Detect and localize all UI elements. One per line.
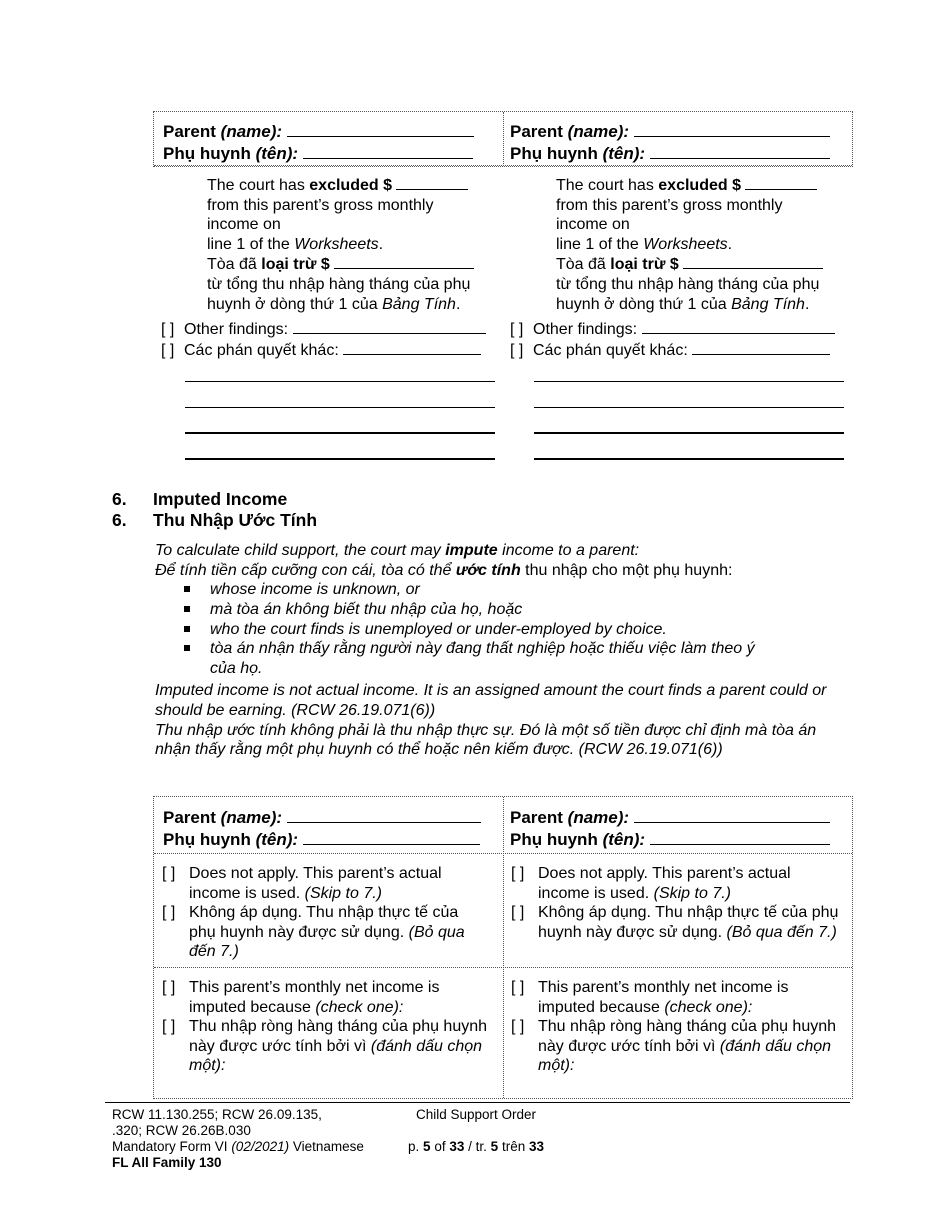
- row-divider: [154, 853, 852, 854]
- footer-doc-info: [408, 1107, 708, 1155]
- parent-name-field-right[interactable]: [634, 808, 830, 823]
- findings-line-4-right[interactable]: [534, 458, 844, 460]
- vn-parent-name-field-right[interactable]: [650, 144, 830, 159]
- findings-line-2-left[interactable]: [185, 407, 495, 408]
- excluded-income-table: [153, 111, 853, 167]
- imputed-because-right: [ ] This parent’s monthly net income is imputed because (check one): [ ] Thu nhập ròng hàng tháng của phụ huynh này được ước tính bởi vì (đánh dấu chọn một):: [511, 979, 837, 1075]
- column-divider: [503, 112, 504, 166]
- parent-name-field-right[interactable]: [634, 122, 830, 137]
- vn-excluded-amount-field-right[interactable]: [683, 254, 823, 269]
- list-item: mà tòa án không biết thu nhập của họ, hoặc: [183, 600, 793, 620]
- vn-parent-name-field-right[interactable]: [650, 830, 830, 845]
- section-6-intro: To calculate child support, the court may impute income to a parent: Để tính tiền cấp cưỡng con cái, tòa có thể ước tính thu nhập cho một phụ huynh:: [155, 542, 733, 579]
- page-number: p. 5 of 33 / tr. 5 trên 33: [408, 1139, 545, 1154]
- imputed-checkbox-left[interactable]: [ ]: [162, 979, 176, 996]
- section-title-vn: Thu Nhập Ước Tính: [153, 510, 318, 530]
- parent-name-header-right: Parent (name): Phụ huynh (tên):: [510, 807, 850, 851]
- does-not-apply-checkbox-right[interactable]: [ ]: [511, 865, 525, 882]
- footer-rule: [105, 1102, 850, 1103]
- excluded-text-right: The court has excluded $ from this parent’s gross monthly income on line 1 of the Worksheets. Tòa đã loại trừ $ từ tổng thu nhập hàng tháng của phụ huynh ở dòng thứ 1 của Bảng Tính.: [556, 175, 846, 314]
- excluded-text-left: The court has excluded $ from this parent’s gross monthly income on line 1 of the Worksheets. Tòa đã loại trừ $ từ tổng thu nhập hàng tháng của phụ huynh ở dòng thứ 1 của Bảng Tính.: [207, 175, 497, 314]
- other-findings-right: [ ] Other findings: [ ] Các phán quyết khác:: [510, 319, 850, 360]
- imputed-conditions-list: [183, 580, 793, 679]
- excluded-amount-field-left[interactable]: [396, 175, 468, 190]
- list-item: whose income is unknown, or: [183, 580, 793, 600]
- row-divider: [154, 165, 852, 166]
- vn-other-findings-field-left[interactable]: [343, 340, 481, 355]
- does-not-apply-right: [ ] Does not apply. This parent’s actual income is used. (Skip to 7.) [ ] Không áp dụng. Thu nhập thực tế của phụ huynh này được sử dụng. (Bỏ qua đến 7.): [511, 865, 839, 941]
- list-item: who the court finds is unemployed or under-employed by choice.: [183, 620, 793, 640]
- findings-line-3-right[interactable]: [534, 432, 844, 434]
- parent-name-header-left: Parent (name): Phụ huynh (tên):: [163, 121, 498, 165]
- row-divider: [154, 967, 852, 968]
- vn-imputed-checkbox-right[interactable]: [ ]: [511, 1018, 525, 1036]
- findings-line-1-left[interactable]: [185, 381, 495, 382]
- vn-other-findings-checkbox-right[interactable]: [ ]: [510, 341, 524, 359]
- form-id: FL All Family 130: [112, 1155, 222, 1170]
- column-divider: [503, 797, 504, 1098]
- vn-parent-name-field-left[interactable]: [303, 144, 473, 159]
- footer-citations: RCW 11.130.255; RCW 26.09.135, .320; RCW 26.26B.030 Mandatory Form VI (02/2021) Vietnamese FL All Family 130: [112, 1107, 412, 1171]
- other-findings-left: [ ] Other findings: [ ] Các phán quyết khác:: [161, 319, 496, 360]
- imputed-income-table: [153, 796, 853, 1099]
- vn-imputed-checkbox-left[interactable]: [ ]: [162, 1018, 176, 1036]
- findings-line-1-right[interactable]: [534, 381, 844, 382]
- list-item: tòa án nhận thấy rằng người này đang thất nghiệp hoặc thiếu việc làm theo ý của họ.: [183, 639, 780, 679]
- does-not-apply-checkbox-left[interactable]: [ ]: [162, 865, 176, 882]
- findings-line-2-right[interactable]: [534, 407, 844, 408]
- vn-other-findings-checkbox-left[interactable]: [ ]: [161, 341, 175, 359]
- imputed-checkbox-right[interactable]: [ ]: [511, 979, 525, 996]
- section-title: Imputed Income: [153, 489, 288, 509]
- section-6-heading: 6. Imputed Income 6. Thu Nhập Ước Tính: [112, 489, 318, 530]
- other-findings-field-left[interactable]: [293, 319, 486, 334]
- other-findings-checkbox-right[interactable]: [ ]: [510, 321, 524, 338]
- vn-parent-name-field-left[interactable]: [303, 830, 480, 845]
- findings-line-3-left[interactable]: [185, 432, 495, 434]
- vn-does-not-apply-checkbox-right[interactable]: [ ]: [511, 904, 525, 922]
- vn-other-findings-field-right[interactable]: [692, 340, 830, 355]
- parent-name-header-left: Parent (name): Phụ huynh (tên):: [163, 807, 498, 851]
- other-findings-field-right[interactable]: [642, 319, 835, 334]
- parent-name-header-right: Parent (name): Phụ huynh (tên):: [510, 121, 850, 165]
- imputed-note: Imputed income is not actual income. It is an assigned amount the court finds a parent could or should be earning. (RCW 26.19.071(6)) Thu nhập ước tính không phải là thu nhập thực sự. Đó là một số tiền được chỉ định mà tòa án nhận thấy rằng một phụ huynh có thể hoặc nên kiếm được. (RCW 26.19.071(6)): [155, 682, 827, 759]
- parent-name-field-left[interactable]: [287, 122, 474, 137]
- findings-line-4-left[interactable]: [185, 458, 495, 460]
- excluded-amount-field-right[interactable]: [745, 175, 817, 190]
- doc-title: Child Support Order: [416, 1107, 537, 1122]
- parent-name-field-left[interactable]: [287, 808, 481, 823]
- other-findings-checkbox-left[interactable]: [ ]: [161, 321, 175, 338]
- imputed-because-left: [ ] This parent’s monthly net income is imputed because (check one): [ ] Thu nhập ròng hàng tháng của phụ huynh này được ước tính bởi vì (đánh dấu chọn một):: [162, 979, 488, 1075]
- does-not-apply-left: [ ] Does not apply. This parent’s actual income is used. (Skip to 7.) [ ] Không áp dụng. Thu nhập thực tế của phụ huynh này được sử dụng. (Bỏ qua đến 7.): [162, 865, 465, 961]
- vn-does-not-apply-checkbox-left[interactable]: [ ]: [162, 904, 176, 922]
- vn-excluded-amount-field-left[interactable]: [334, 254, 474, 269]
